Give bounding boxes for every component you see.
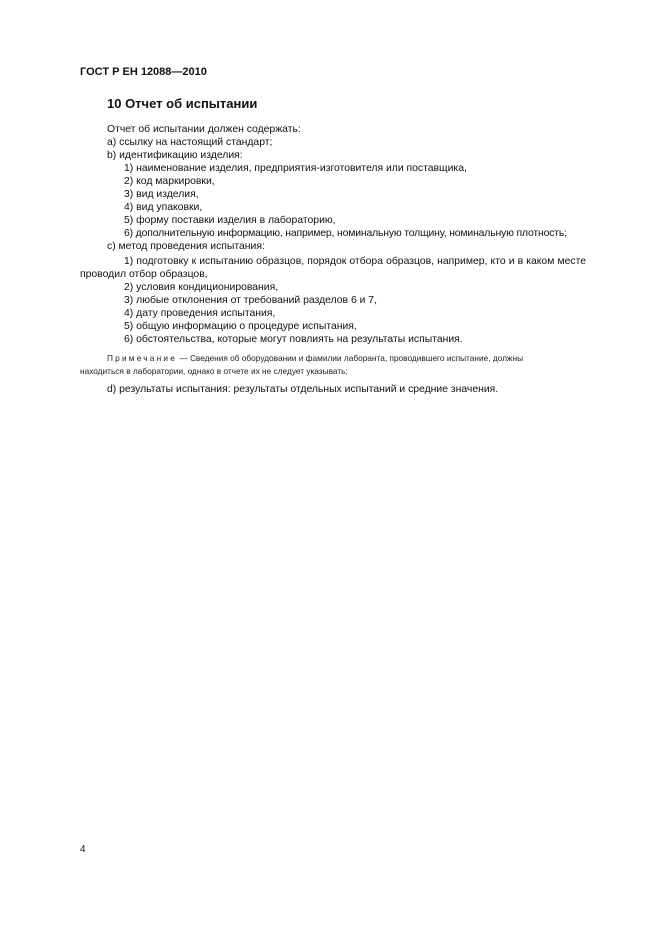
list-item-b5: 5) форму поставки изделия в лабораторию, [124, 215, 336, 226]
note-line-2: находиться в лаборатории, однако в отчете их не следует указывать; [80, 366, 348, 376]
list-item-c1-cont: проводил отбор образцов, [80, 269, 208, 280]
list-item-c2: 2) условия кондиционирования, [124, 282, 279, 293]
intro-text: Отчет об испытании должен содержать: [107, 124, 301, 135]
note-line-1 [107, 353, 523, 363]
list-item-b4: 4) вид упаковки, [124, 202, 203, 213]
list-item-c5: 5) общую информацию о процедуре испытания, [124, 321, 357, 332]
section-title: 10 Отчет об испытании [107, 96, 258, 111]
list-item-b1: 1) наименование изделия, предприятия-изготовителя или поставщика, [124, 163, 467, 174]
list-item-c6: 6) обстоятельства, которые могут повлиять на результаты испытания. [124, 334, 463, 345]
note-label: Примечание [107, 353, 178, 363]
note-text-1: — Сведения об оборудовании и фамилии лаборанта, проводившего испытание, должны [177, 353, 524, 363]
list-item-b2: 2) код маркировки, [124, 176, 215, 187]
list-item-c4: 4) дату проведения испытания, [124, 308, 276, 319]
list-item-d: d) результаты испытания: результаты отдельных испытаний и средние значения. [107, 384, 499, 395]
list-item-c1: 1) подготовку к испытанию образцов, порядок отбора образцов, например, кто и в каком месте [124, 256, 586, 267]
page-number: 4 [80, 844, 86, 855]
document-header: ГОСТ Р ЕН 12088—2010 [80, 66, 207, 78]
list-item-c: c) метод проведения испытания: [107, 241, 265, 252]
list-item-b3: 3) вид изделия, [124, 189, 199, 200]
list-item-b: b) идентификацию изделия: [107, 150, 243, 161]
list-item-b6: 6) дополнительную информацию, например, номинальную толщину, номинальную плотность; [124, 228, 567, 239]
list-item-c3: 3) любые отклонения от требований разделов 6 и 7, [124, 295, 377, 306]
list-item-a: a) ссылку на настоящий стандарт; [107, 137, 273, 148]
